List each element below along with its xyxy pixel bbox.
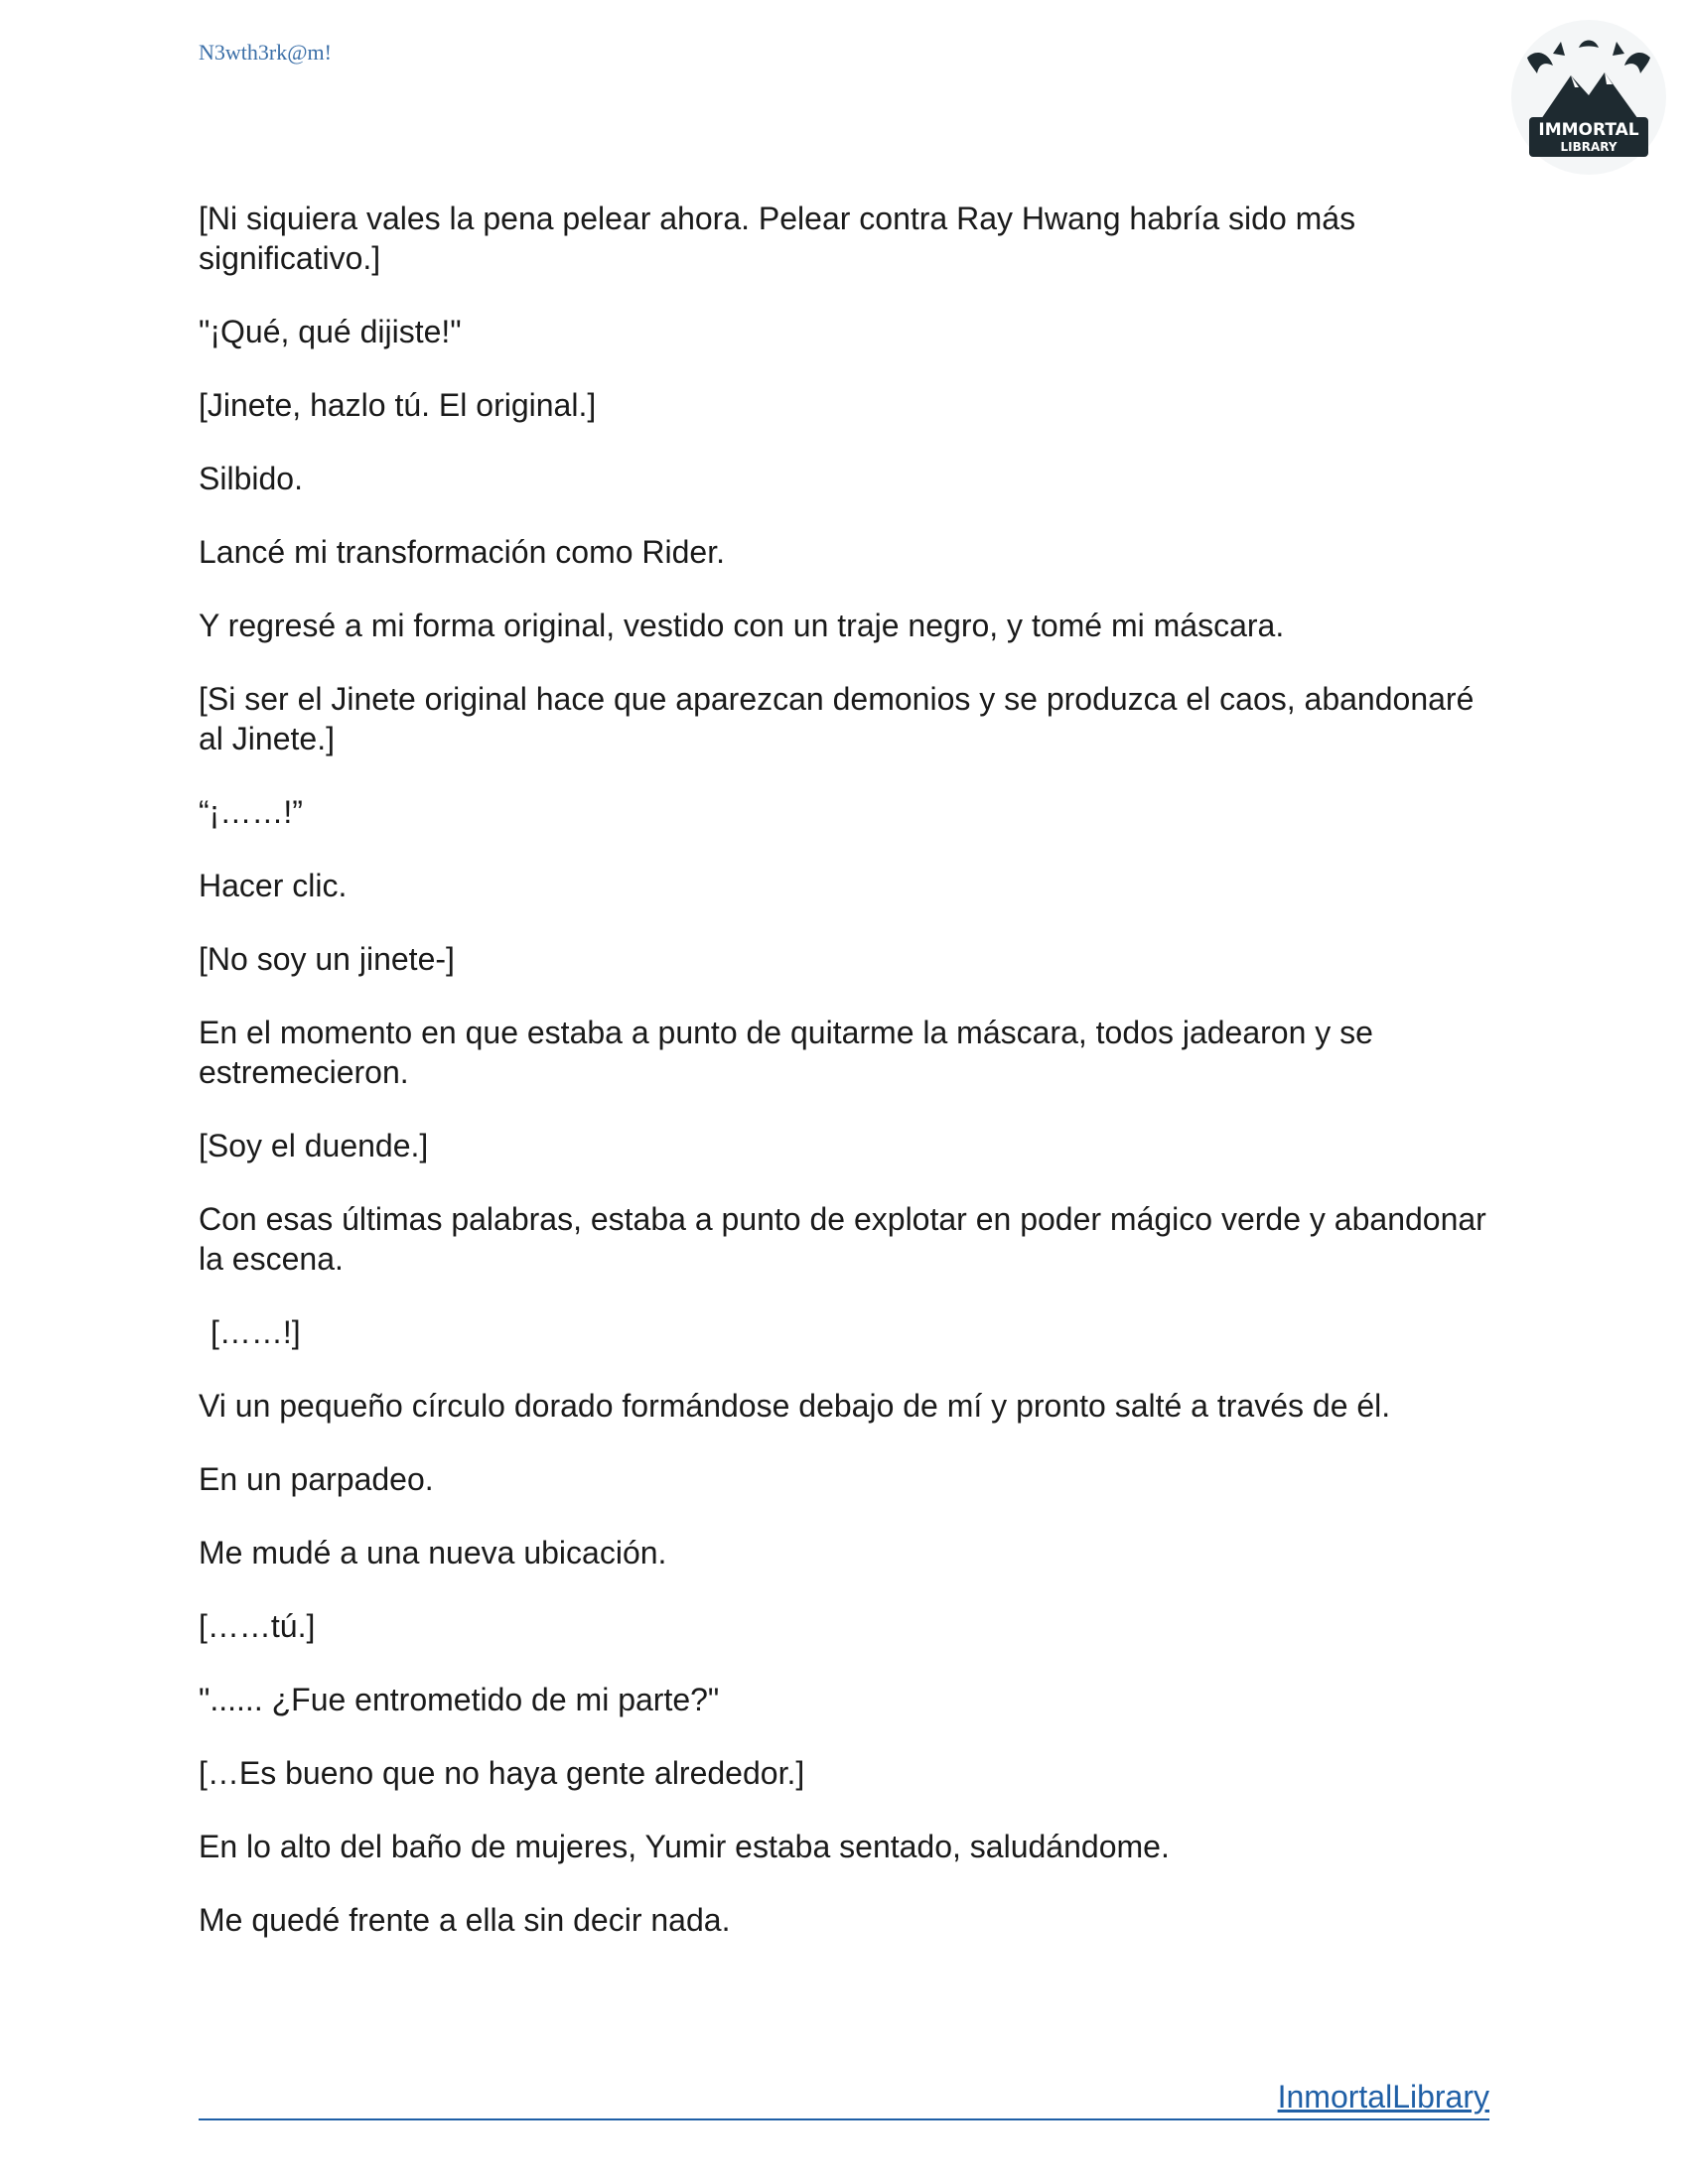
paragraph: [Jinete, hazlo tú. El original.] (199, 387, 597, 423)
paragraph: “¡……!” (199, 794, 303, 830)
paragraph: [No soy un jinete-] (199, 941, 455, 977)
paragraph: "¡Qué, qué dijiste!" (199, 314, 462, 349)
paragraph: [……tú.] (199, 1608, 316, 1644)
paragraph: […Es bueno que no haya gente alrededor.] (199, 1755, 805, 1791)
document-body (199, 199, 1489, 1974)
paragraph: Silbido. (199, 461, 303, 496)
paragraph: Me quedé frente a ella sin decir nada. (199, 1902, 731, 1938)
paragraph: En el momento en que estaba a punto de quitarme la máscara, todos jadearon y se estremecieron. (199, 1015, 1373, 1090)
footer-library-link[interactable]: InmortalLibrary (1277, 2079, 1489, 2115)
footer (199, 2077, 1489, 2120)
immortal-library-logo (1509, 18, 1668, 177)
paragraph: En lo alto del baño de mujeres, Yumir estaba sentado, saludándome. (199, 1829, 1170, 1864)
paragraph: [Si ser el Jinete original hace que aparezcan demonios y se produzca el caos, abandonaré al Jinete.] (199, 681, 1475, 756)
paragraph: [……!] (211, 1314, 301, 1350)
paragraph: Vi un pequeño círculo dorado formándose debajo de mí y pronto salté a través de él. (199, 1388, 1391, 1424)
logo-line2: LIBRARY (1560, 140, 1618, 154)
paragraph: Y regresé a mi forma original, vestido con un traje negro, y tomé mi máscara. (199, 608, 1285, 643)
paragraph: En un parpadeo. (199, 1461, 434, 1497)
paragraph: [Soy el duende.] (199, 1128, 429, 1163)
paragraph: Con esas últimas palabras, estaba a punto de explotar en poder mágico verde y abandonar la escena. (199, 1201, 1486, 1277)
logo-line1: IMMORTAL (1538, 120, 1639, 140)
paragraph: Lancé mi transformación como Rider. (199, 534, 725, 570)
paragraph: [Ni siquiera vales la pena pelear ahora. Pelear contra Ray Hwang habría sido más significativo.] (199, 201, 1356, 276)
paragraph: Hacer clic. (199, 868, 348, 903)
header-watermark: N3wth3rk@m! (199, 40, 332, 65)
paragraph: "...... ¿Fue entrometido de mi parte?" (199, 1682, 720, 1717)
paragraph: Me mudé a una nueva ubicación. (199, 1535, 667, 1570)
